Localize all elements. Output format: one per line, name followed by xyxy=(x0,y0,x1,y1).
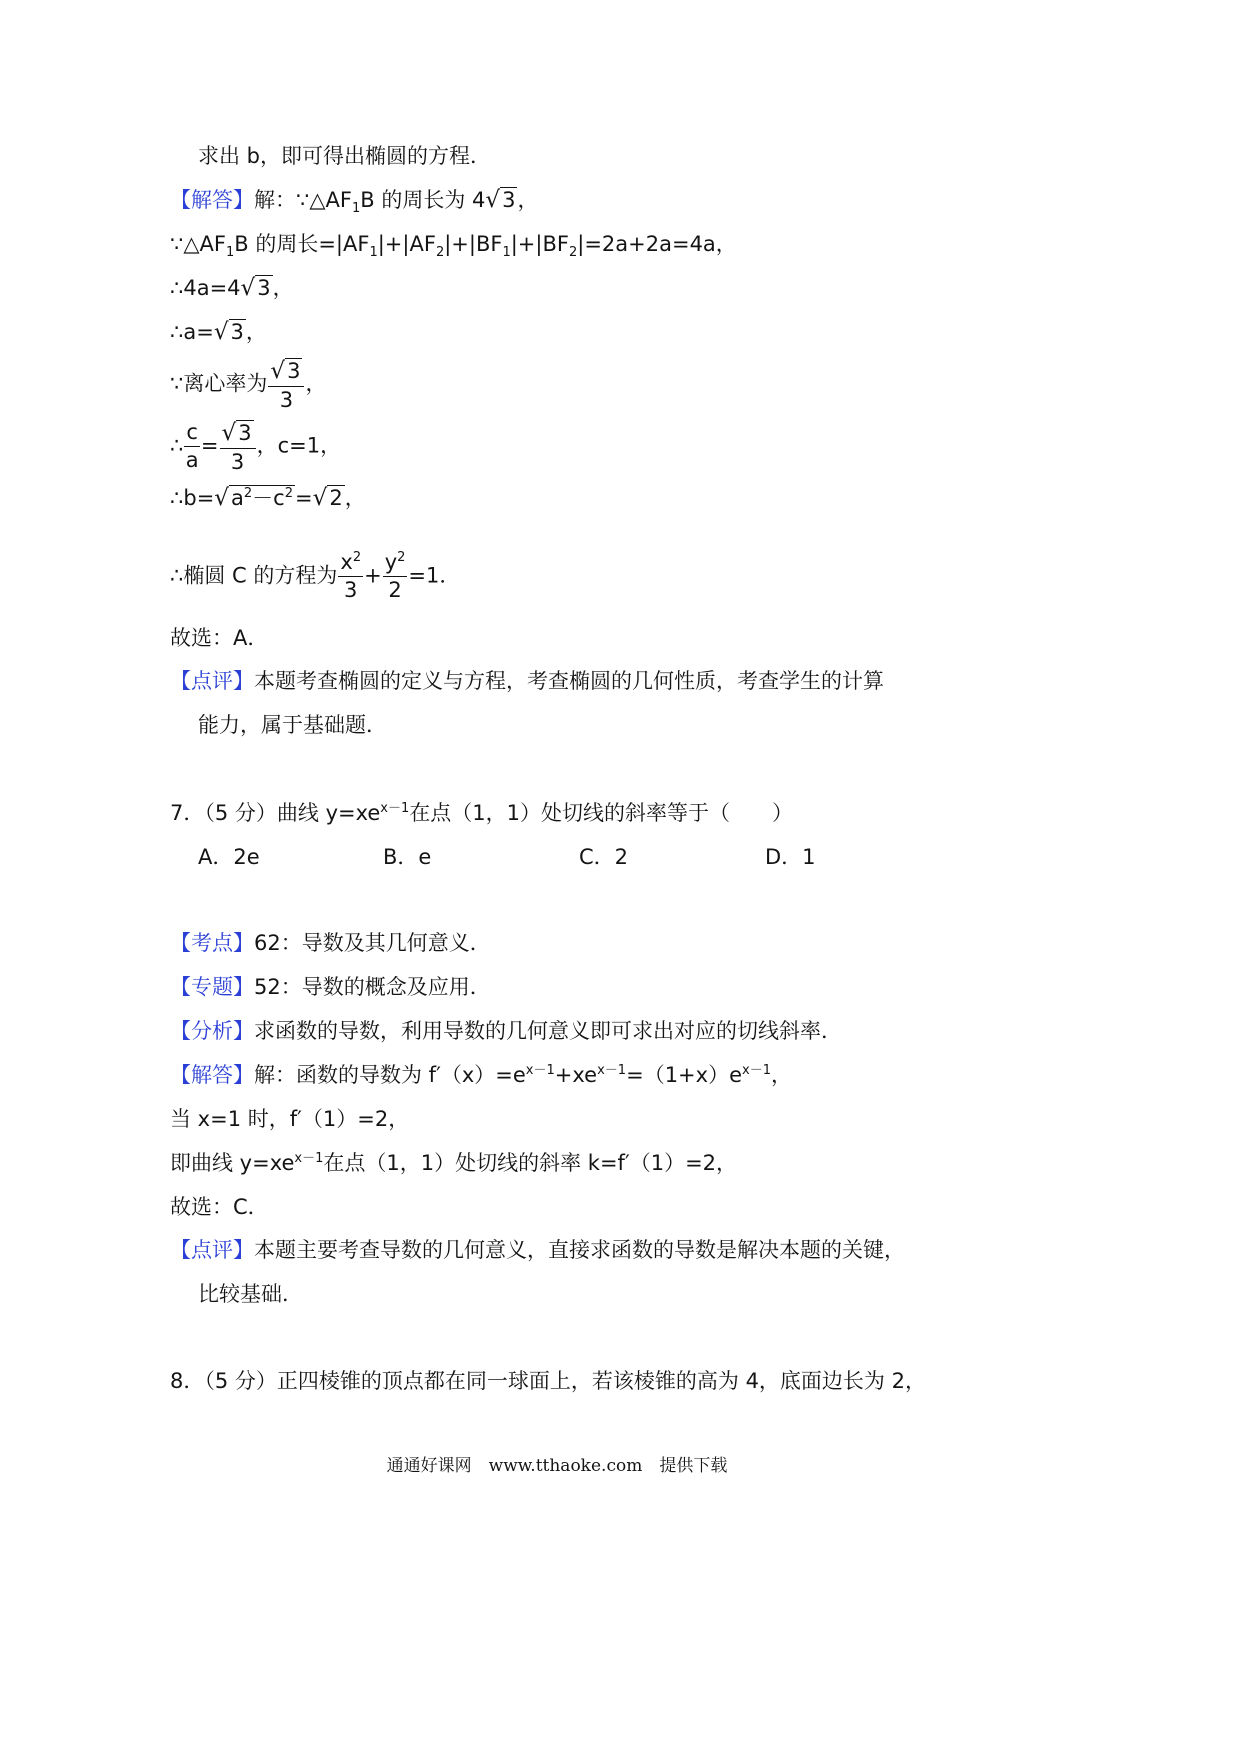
q7-comment-line-2: 比较基础． xyxy=(198,1282,303,1306)
solution-line-3: ∴4a=4√3， xyxy=(170,275,294,301)
comment-line-2: 能力，属于基础题． xyxy=(198,713,387,737)
solution-line-8: ∴椭圆 C 的方程为 $\frac{x^2}{3}$ + $\frac{y^2}{2}$ =1． xyxy=(170,550,461,602)
solution-line-5: ∵离心率为 $\frac{√3}{3}$ ， xyxy=(170,358,327,413)
radicand: 3 xyxy=(230,320,244,344)
kaodian-tag: 【考点】 xyxy=(170,931,254,955)
solution-line-7: $\therefore b=√a^2-c^2=√2$， xyxy=(170,485,366,511)
fenxi-line: 【分析】求函数的导数，利用导数的几何意义即可求出对应的切线斜率． xyxy=(170,1019,842,1043)
option-b: B．e xyxy=(383,845,432,869)
fraction: $\frac{y^2}{2}$ xyxy=(384,550,406,602)
option-a: A．2e xyxy=(198,845,260,869)
radicand: 3 xyxy=(502,188,516,212)
option-c: C．2 xyxy=(579,845,629,869)
solution-tag: 【解答】 xyxy=(170,188,254,212)
q7-choice: 故选：C． xyxy=(170,1195,269,1219)
kaodian-line: 【考点】62：导数及其几何意义． xyxy=(170,931,491,955)
fenxi-tag: 【分析】 xyxy=(170,1019,254,1043)
solution-choice: 故选：A． xyxy=(170,626,269,650)
radicand: $a^2-c^2$ xyxy=(231,486,293,510)
fraction: $\frac{√3}{3}$ xyxy=(220,420,256,473)
zhuanti-line: 【专题】52：导数的概念及应用． xyxy=(170,975,491,999)
radical-sign: √ xyxy=(312,485,328,511)
comment-line-1: 【点评】本题考查椭圆的定义与方程，考查椭圆的几何性质，考查学生的计算 xyxy=(170,669,884,693)
solution-line-1: 【解答】解：$\because\triangle AF_1B$ 的周长为 4√3， xyxy=(170,187,539,217)
question-7-stem: 7．（5 分）曲线 $y=xe^{x-1}$在点（1，1）处切线的斜率等于（ ） xyxy=(170,801,794,825)
comment-tag: 【点评】 xyxy=(170,669,254,693)
radicand: 2 xyxy=(329,486,343,510)
fraction: $\frac{√3}{3}$ xyxy=(268,358,304,411)
q7-comment-tag: 【点评】 xyxy=(170,1238,254,1262)
solution-line-4: ∴a=√3， xyxy=(170,319,267,345)
radical-sign: √ xyxy=(240,275,256,301)
page-footer: 通通好课网 www.tthaoke.com 提供下载 xyxy=(386,1456,728,1476)
zhuanti-tag: 【专题】 xyxy=(170,975,254,999)
radical-sign: √ xyxy=(213,319,229,345)
jieda-line-3: 即曲线 $y=xe^{x-1}$在点（1，1）处切线的斜率 k=f′（1）=2， xyxy=(170,1151,738,1175)
q7-comment-line-1: 【点评】本题主要考查导数的几何意义，直接求函数的导数是解决本题的关键， xyxy=(170,1238,905,1262)
solution-line-6: ∴ $\frac{c}{a}$ = $\frac{√3}{3}$ ，c=1， xyxy=(170,420,342,475)
jieda-line: 【解答】解：函数的导数为 $f'(x)=e^{x-1}+xe^{x-1}=(1+x)e^{x-1}$， xyxy=(170,1063,792,1087)
jieda-line-2: 当 x=1 时，f′（1）=2， xyxy=(170,1107,410,1131)
option-d: D．1 xyxy=(765,845,816,869)
jieda-tag: 【解答】 xyxy=(170,1063,254,1087)
analysis-continuation: 求出 b，即可得出椭圆的方程． xyxy=(198,144,492,168)
fraction: $\frac{c}{a}$ xyxy=(185,420,199,473)
radicand: 3 xyxy=(257,276,271,300)
radical-sign: √ xyxy=(485,187,501,213)
fraction: $\frac{x^2}{3}$ xyxy=(340,550,362,602)
solution-line-2: $\because\triangle AF_1B$ 的周长$=|AF_1|+|AF_2|+|BF_1|+|BF_2|=2a+2a=4a$， xyxy=(170,232,737,261)
radical-sign: √ xyxy=(214,485,230,511)
question-8-stem: 8．（5 分）正四棱锥的顶点都在同一球面上，若该棱锥的高为 4，底面边长为 2， xyxy=(170,1369,926,1393)
